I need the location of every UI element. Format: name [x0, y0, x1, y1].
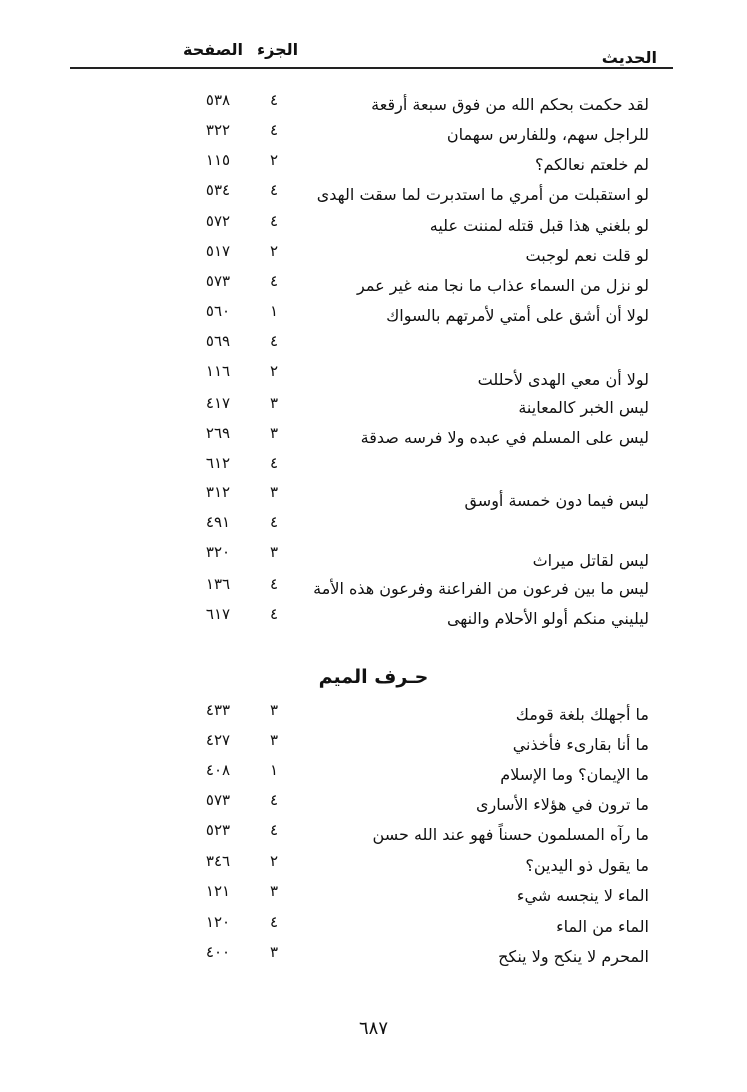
- page-number: ٥٣٨: [205, 91, 231, 109]
- part-number: ٣: [269, 882, 279, 900]
- part-number: ٣: [269, 943, 279, 961]
- page-number: ١١٦: [205, 362, 231, 380]
- page-number: ٢٦٩: [205, 424, 231, 442]
- index-entry-continuation: [0, 331, 747, 361]
- part-number: ٤: [269, 212, 279, 230]
- part-number: ٣: [269, 483, 279, 501]
- index-entry: [0, 881, 747, 911]
- part-number: ٤: [269, 332, 279, 350]
- index-entry: [0, 760, 747, 790]
- part-number: ٢: [269, 852, 279, 870]
- part-number: ٢: [269, 242, 279, 260]
- hadith-text: لقد حكمت بحكم الله من فوق سبعة أرقعة: [371, 95, 649, 114]
- part-number: ٤: [269, 605, 279, 623]
- hadith-text: لو قلت نعم لوجبت: [525, 246, 649, 265]
- hadith-text: لولا أن أشق على أمتي لأمرتهم بالسواك: [386, 306, 649, 325]
- index-entry: [0, 423, 747, 453]
- part-number: ٤: [269, 181, 279, 199]
- part-number: ٤: [269, 821, 279, 839]
- hadith-text: لولا أن معي الهدى لأحللت: [477, 370, 649, 389]
- page-number: ٤٣٣: [205, 701, 231, 719]
- hadith-text: ما رآه المسلمون حسناً فهو عند الله حسن: [372, 825, 649, 844]
- index-entry: [0, 730, 747, 760]
- hadith-text: ما الإيمان؟ وما الإسلام: [500, 765, 649, 784]
- part-number: ٢: [269, 151, 279, 169]
- index-entry: [0, 820, 747, 850]
- hadith-text: ما أجهلك بلغة قومك: [515, 705, 649, 724]
- hadith-text: ليليني منكم أولو الأحلام والنهى: [446, 609, 649, 628]
- page-number: ٥٧٣: [205, 791, 231, 809]
- page-number: ١٢٠: [205, 913, 231, 931]
- index-entry-continuation: [0, 453, 747, 483]
- hadith-text: لو استقبلت من أمري ما استدبرت لما سقت الهدى: [316, 185, 649, 204]
- page-number: ٥٧٣: [205, 272, 231, 290]
- index-entry: [0, 700, 747, 730]
- part-number: ٤: [269, 454, 279, 472]
- index-entry: [0, 542, 747, 572]
- page-number: ٦١٧: [205, 605, 231, 623]
- index-entry: [0, 912, 747, 942]
- page-number: ٥٦٩: [205, 332, 231, 350]
- index-entry: [0, 180, 747, 210]
- part-number: ١: [269, 302, 279, 320]
- part-number: ٤: [269, 121, 279, 139]
- page-number: ١٣٦: [205, 575, 231, 593]
- index-entry: [0, 574, 747, 604]
- index-entry: [0, 393, 747, 423]
- part-number: ٤: [269, 513, 279, 531]
- index-entry: [0, 241, 747, 271]
- column-header-page: الصفحة: [183, 40, 244, 59]
- index-entry: [0, 482, 747, 512]
- hadith-text: ليس الخبر كالمعاينة: [518, 398, 649, 417]
- part-number: ٣: [269, 701, 279, 719]
- section-heading-meem: حـرف الميم: [318, 666, 429, 688]
- page-number: ٦١٢: [205, 454, 231, 472]
- index-entry: [0, 150, 747, 180]
- hadith-text: لو بلغني هذا قبل قتله لمننت عليه: [429, 216, 649, 235]
- index-entry: [0, 942, 747, 972]
- page-number: ١١٥: [205, 151, 231, 169]
- page-number: ٣٤٦: [205, 852, 231, 870]
- index-entry: [0, 790, 747, 820]
- hadith-text: ما يقول ذو اليدين؟: [525, 856, 649, 875]
- part-number: ٤: [269, 575, 279, 593]
- page-number: ٥١٧: [205, 242, 231, 260]
- part-number: ٣: [269, 424, 279, 442]
- hadith-text: للراجل سهم، وللفارس سهمان: [446, 125, 649, 144]
- page-number: ١٢١: [205, 882, 231, 900]
- hadith-text: ليس فيما دون خمسة أوسق: [464, 491, 649, 510]
- part-number: ٢: [269, 362, 279, 380]
- part-number: ١: [269, 761, 279, 779]
- hadith-text: ما ترون في هؤلاء الأسارى: [476, 795, 649, 814]
- part-number: ٤: [269, 91, 279, 109]
- hadith-text: ليس على المسلم في عبده ولا فرسه صدقة: [360, 428, 649, 447]
- hadith-text: ما أنا بقارىء فأخذني: [512, 735, 649, 754]
- index-entry: [0, 271, 747, 301]
- header-divider: [70, 67, 673, 69]
- page-number: ٤٩١: [205, 513, 231, 531]
- index-entry: [0, 211, 747, 241]
- index-entry: [0, 120, 747, 150]
- page-number: ٤١٧: [205, 394, 231, 412]
- hadith-text: الماء لا ينجسه شيء: [516, 886, 649, 905]
- part-number: ٤: [269, 791, 279, 809]
- part-number: ٣: [269, 394, 279, 412]
- index-entry: [0, 851, 747, 881]
- page-number: ٤٠٨: [205, 761, 231, 779]
- index-entry-continuation: [0, 512, 747, 542]
- hadith-text: ليس لقاتل ميراث: [532, 551, 649, 570]
- page-number: ٣٢٠: [205, 543, 231, 561]
- page-number: ٥٢٣: [205, 821, 231, 839]
- hadith-text: لو نزل من السماء عذاب ما نجا منه غير عمر: [357, 276, 649, 295]
- index-entry: [0, 90, 747, 120]
- column-header-part: الجزء: [257, 40, 299, 59]
- index-entry: [0, 604, 747, 634]
- page-number: ٥٦٠: [205, 302, 231, 320]
- hadith-text: ليس ما بين فرعون من الفراعنة وفرعون هذه الأمة: [313, 579, 649, 598]
- page-number: ٤٢٧: [205, 731, 231, 749]
- page-number-footer: ٦٨٧: [358, 1018, 388, 1039]
- page-number: ٤٠٠: [205, 943, 231, 961]
- page-number: ٣١٢: [205, 483, 231, 501]
- index-entry: [0, 301, 747, 331]
- page-number: ٣٢٢: [205, 121, 231, 139]
- hadith-text: الماء من الماء: [556, 917, 649, 936]
- page-number: ٥٧٢: [205, 212, 231, 230]
- part-number: ٣: [269, 731, 279, 749]
- part-number: ٣: [269, 543, 279, 561]
- hadith-text: لم خلعتم نعالكم؟: [535, 155, 649, 174]
- index-entry: [0, 361, 747, 391]
- part-number: ٤: [269, 272, 279, 290]
- hadith-text: المحرم لا ينكح ولا ينكح: [498, 947, 649, 966]
- page-number: ٥٣٤: [205, 181, 231, 199]
- column-header-hadith: الحديث: [601, 48, 657, 67]
- part-number: ٤: [269, 913, 279, 931]
